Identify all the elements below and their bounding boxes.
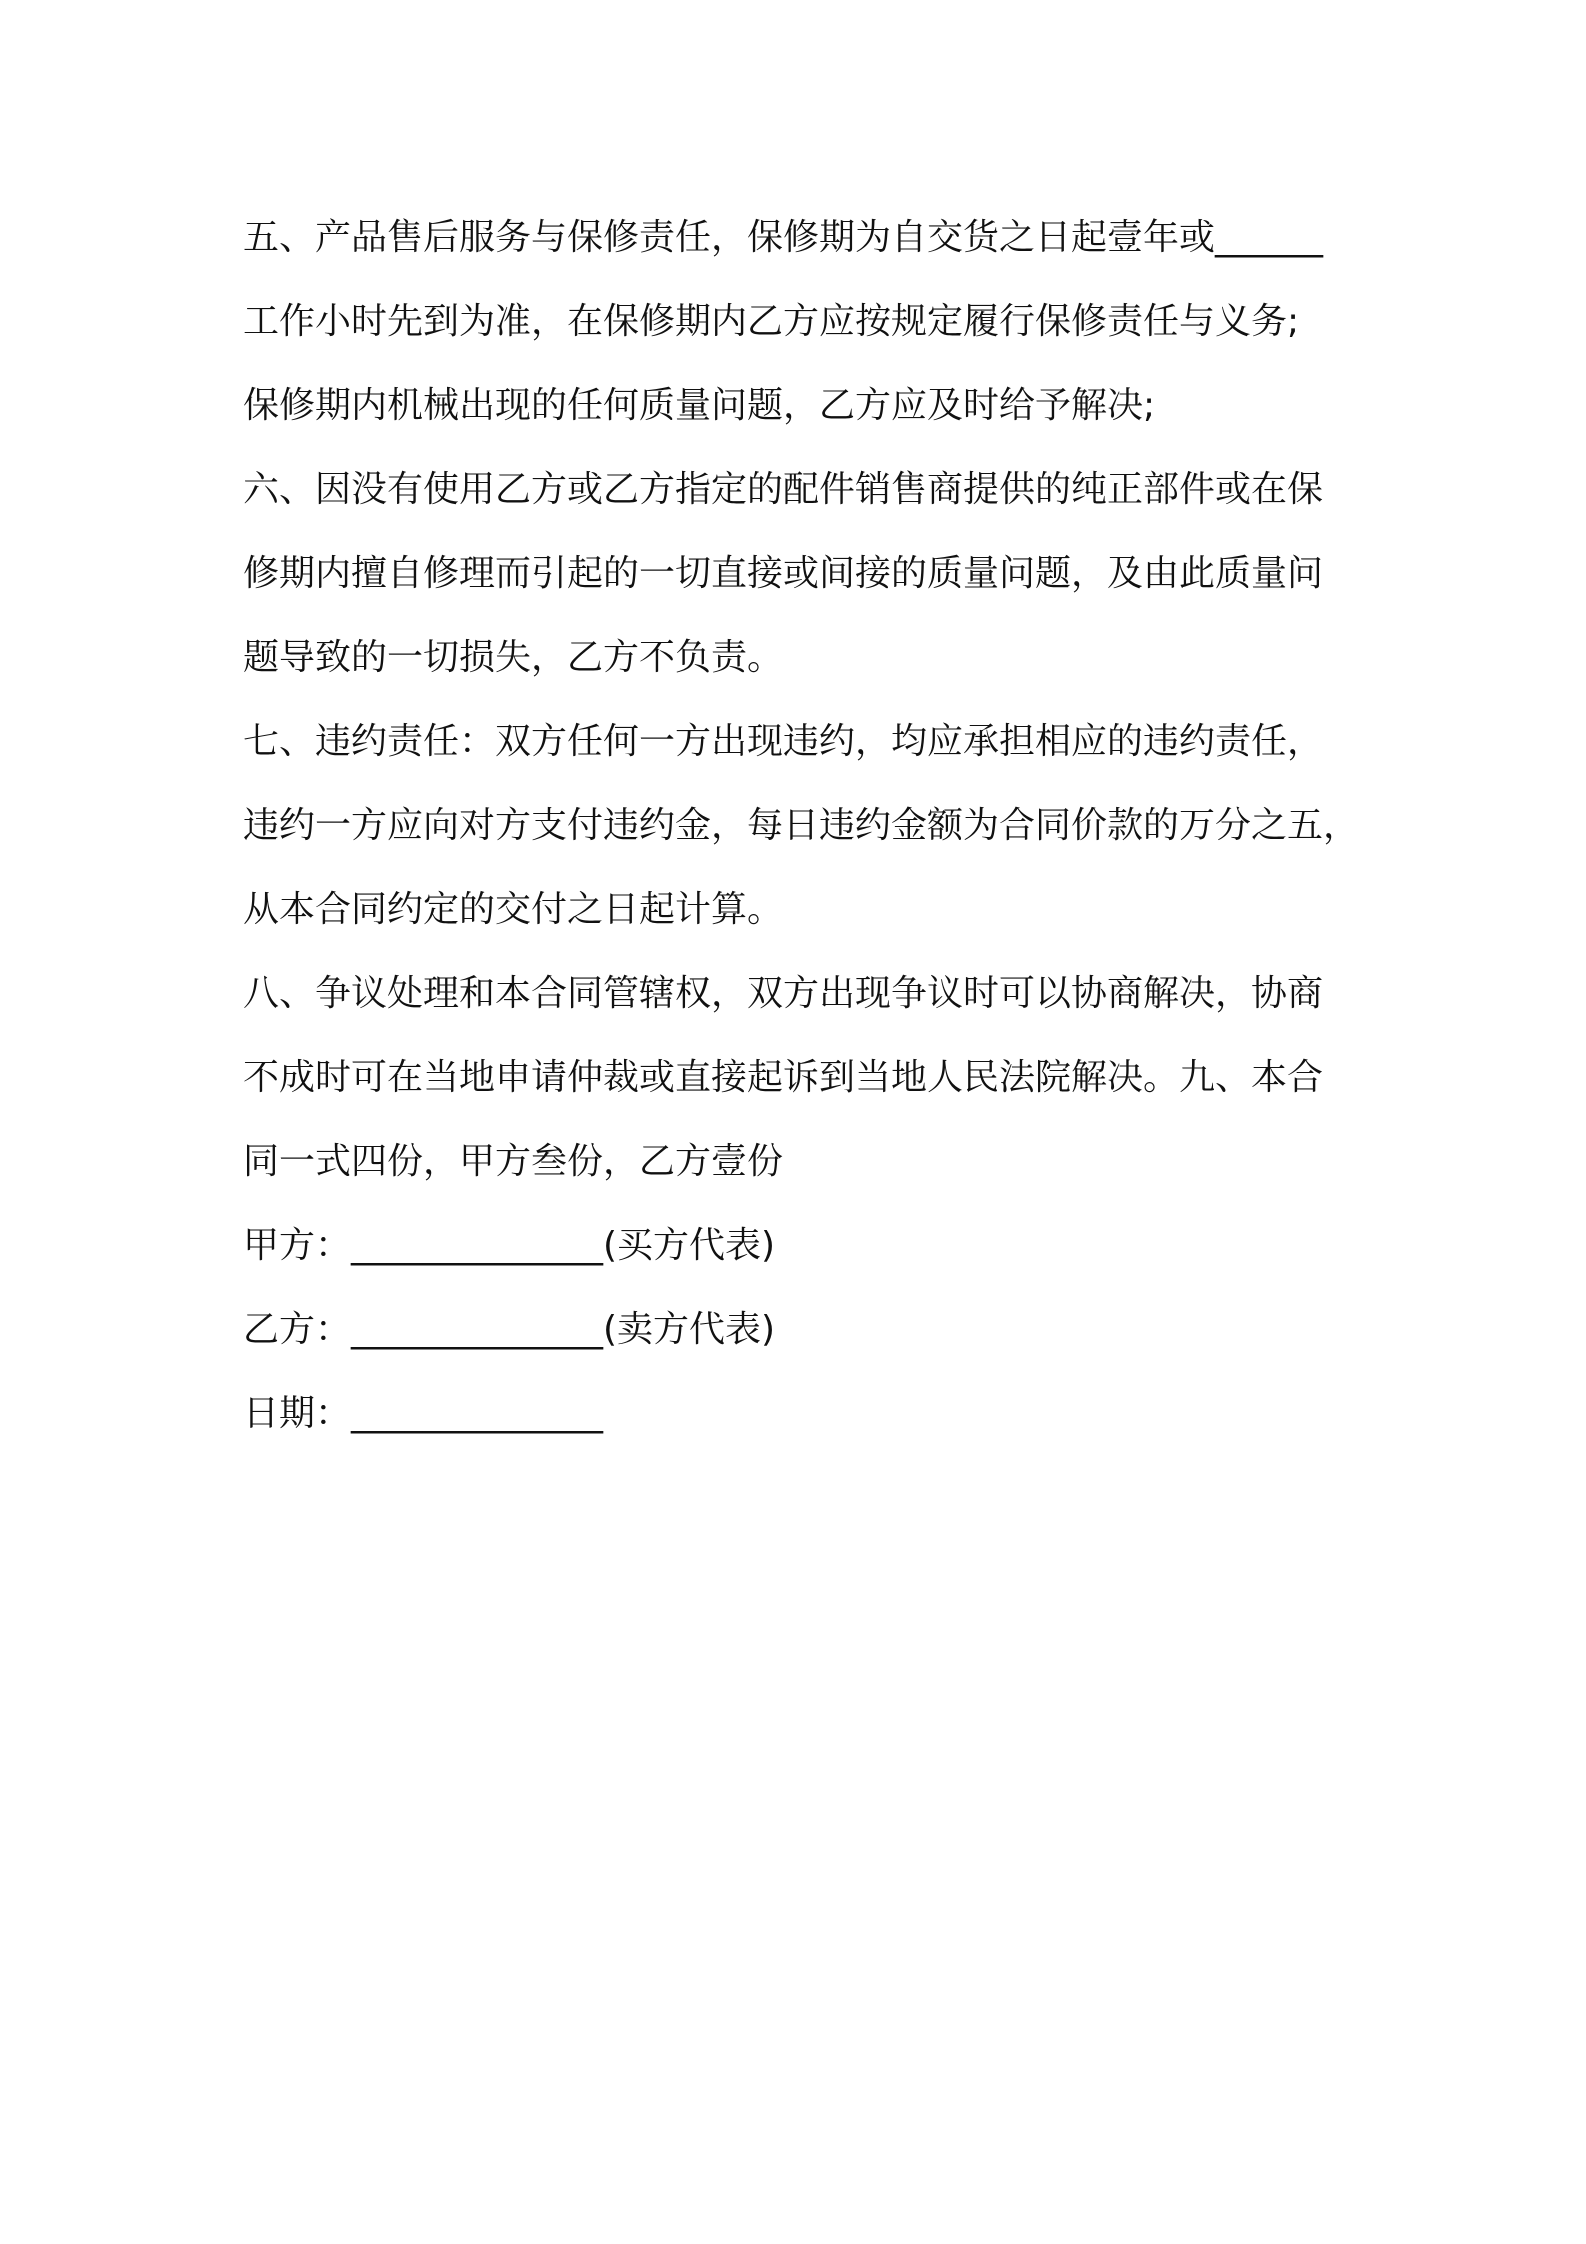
clause-6-line-1: 六、因没有使用乙方或乙方指定的配件销售商提供的纯正部件或在保	[243, 469, 1324, 510]
clause-5-line-1: 五、产品售后服务与保修责任，保修期为自交货之日起壹年或______	[243, 217, 1324, 258]
clause-6-line-3: 题导致的一切损失，乙方不负责。	[243, 637, 784, 678]
party-b-signature-line: 乙方：______________(卖方代表)	[243, 1309, 776, 1350]
clause-8-line-2: 不成时可在当地申请仲裁或直接起诉到当地人民法院解决。九、本合	[243, 1057, 1324, 1098]
clause-7-line-2: 违约一方应向对方支付违约金，每日违约金额为合同价款的万分之五，	[243, 805, 1360, 846]
date-line: 日期：______________	[243, 1393, 604, 1434]
clause-7-line-1: 七、违约责任：双方任何一方出现违约，均应承担相应的违约责任，	[243, 721, 1324, 762]
clause-9-line: 同一式四份，甲方叁份，乙方壹份	[243, 1141, 784, 1182]
clause-6-line-2: 修期内擅自修理而引起的一切直接或间接的质量问题，及由此质量问	[243, 553, 1324, 594]
clause-8-line-1: 八、争议处理和本合同管辖权，双方出现争议时可以协商解决，协商	[243, 973, 1324, 1014]
contract-text-block	[243, 196, 1383, 1456]
clause-7-line-3: 从本合同约定的交付之日起计算。	[243, 889, 784, 930]
party-a-signature-line: 甲方：______________(买方代表)	[243, 1225, 776, 1266]
clause-5-line-2: 工作小时先到为准，在保修期内乙方应按规定履行保修责任与义务;	[243, 301, 1300, 342]
clause-5-line-3: 保修期内机械出现的任何质量问题，乙方应及时给予解决;	[243, 385, 1156, 426]
